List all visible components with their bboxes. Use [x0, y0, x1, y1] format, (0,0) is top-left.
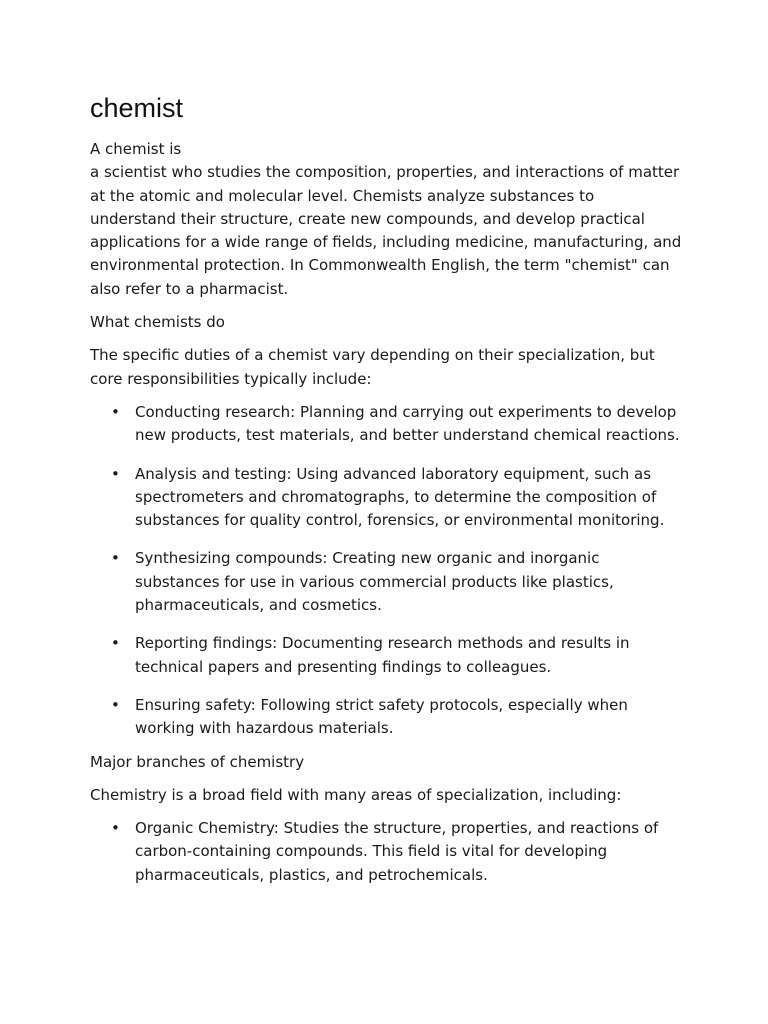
list-item-text: Conducting research: Planning and carrying out experiments to develop new products, test materials, and better understand chemical reactions.: [135, 402, 680, 445]
bullet-icon: •: [111, 695, 120, 714]
section-heading-major-branches: Major branches of chemistry: [90, 752, 305, 771]
list-item-text: Analysis and testing: Using advanced laboratory equipment, such as spectrometers and chromatographs, to determine the composition of substances for quality control, forensics, or environmental monitoring.: [135, 464, 665, 530]
bullet-icon: •: [111, 549, 120, 568]
list-item: [90, 547, 682, 617]
bullet-icon: •: [111, 464, 120, 483]
branches-list: [90, 817, 682, 887]
intro-paragraph: a scientist who studies the composition, properties, and interactions of matter at the atomic and molecular level. Chemists analyze substances to understand their structure, create new compounds, and develop practical applications for a wide range of fields, including medicine, manufacturing, and environmental protection. In Commonwealth English, the term "chemist" can also refer to a pharmacist.: [90, 163, 682, 298]
intro-lead: A chemist is: [90, 140, 182, 158]
list-item-text: Ensuring safety: Following strict safety protocols, especially when working with hazardous materials.: [135, 695, 628, 738]
section-lead-duties: The specific duties of a chemist vary depending on their specialization, but core responsibilities typically include:: [90, 346, 655, 388]
list-item: [90, 694, 682, 741]
list-item-text: Organic Chemistry: Studies the structure, properties, and reactions of carbon-containing compounds. This field is vital for developing pharmaceuticals, plastics, and petrochemicals.: [135, 819, 659, 884]
list-item-text: Reporting findings: Documenting research methods and results in technical papers and presenting findings to colleagues.: [135, 634, 630, 676]
list-item: [90, 463, 682, 533]
section-lead-branches: Chemistry is a broad field with many areas of specialization, including:: [90, 785, 622, 804]
list-item: [90, 401, 682, 448]
bullet-icon: •: [111, 634, 120, 653]
bullet-icon: •: [111, 402, 120, 421]
bullet-icon: •: [111, 819, 120, 838]
list-item: [90, 632, 682, 679]
list-item-text: Synthesizing compounds: Creating new organic and inorganic substances for use in various commercial products like plastics, pharmaceuticals, and cosmetics.: [135, 549, 614, 615]
duties-list: [90, 401, 682, 741]
page-title: chemist: [90, 93, 184, 123]
list-item: [90, 817, 682, 887]
document-page: [90, 90, 682, 887]
section-heading-what-chemists-do: What chemists do: [90, 313, 225, 332]
